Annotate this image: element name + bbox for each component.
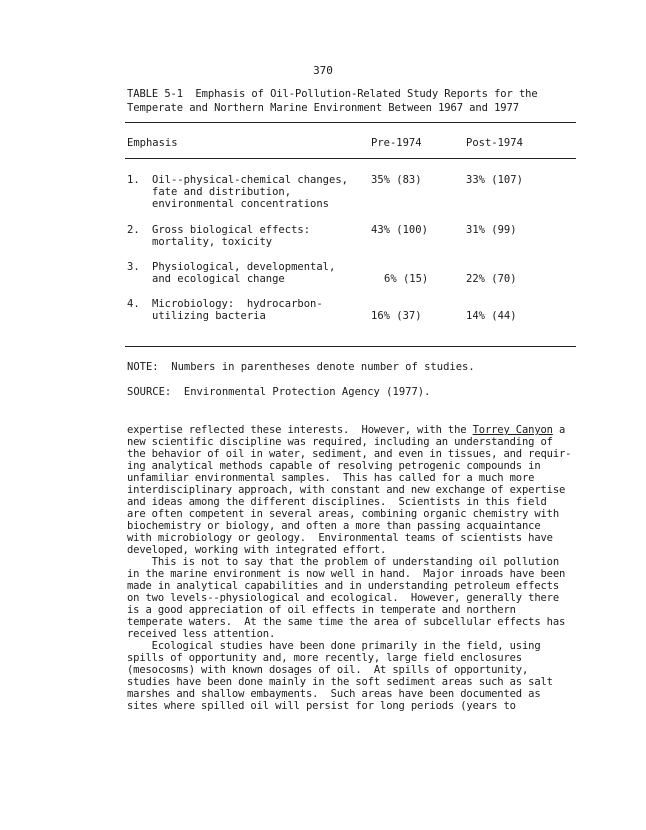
table-source: SOURCE: Environmental Protection Agency (1977).: [127, 386, 431, 398]
table-bottom-rule: [125, 346, 576, 347]
row-4-post-value: 14% (44): [466, 310, 517, 322]
body-line: ing analytical methods capable of resolving petrogenic compounds in: [127, 460, 541, 472]
row-3-text-line: Physiological, developmental,: [152, 261, 336, 273]
table-header-rule: [125, 158, 576, 159]
body-line: the behavior of oil in water, sediment, and even in tissues, and requir-: [127, 448, 572, 460]
row-1-text-line: fate and distribution,: [152, 186, 292, 198]
header-emphasis: Emphasis: [127, 137, 178, 149]
page-number: 370: [313, 64, 333, 77]
body-line: are often competent in several areas, combining organic chemistry with: [127, 508, 560, 520]
row-1-post-value: 33% (107): [466, 174, 523, 186]
body-line: interdisciplinary approach, with constant and new exchange of expertise: [127, 484, 566, 496]
row-4-text-line: utilizing bacteria: [152, 310, 266, 322]
body-line: received less attention.: [127, 628, 276, 640]
body-line: on two levels--physiological and ecological. However, generally there: [127, 592, 560, 604]
header-pre-1974: Pre-1974: [371, 137, 422, 149]
row-3-post-value: 22% (70): [466, 273, 517, 285]
table-note: NOTE: Numbers in parentheses denote number of studies.: [127, 361, 475, 373]
row-2-number: 2.: [127, 224, 140, 236]
header-post-1974: Post-1974: [466, 137, 523, 149]
body-line: This is not to say that the problem of understanding oil pollution: [127, 556, 560, 568]
row-2-text-line: mortality, toxicity: [152, 236, 273, 248]
body-text-fragment: expertise reflected these interests. However, with the: [127, 424, 473, 436]
body-line: developed, working with integrated effort.: [127, 544, 387, 556]
body-line: with microbiology or geology. Environmental teams of scientists have: [127, 532, 553, 544]
table-caption-line-2: Temperate and Northern Marine Environment Between 1967 and 1977: [127, 102, 519, 114]
body-line: marshes and shallow embayments. Such areas have been documented as: [127, 688, 541, 700]
row-3-pre-value: 6% (15): [384, 273, 429, 285]
body-line: made in analytical capabilities and in understanding petroleum effects: [127, 580, 560, 592]
body-line: Ecological studies have been done primarily in the field, using: [127, 640, 541, 652]
row-4-pre-value: 16% (37): [371, 310, 422, 322]
row-3-text-line: and ecological change: [152, 273, 285, 285]
body-line: studies have been done mainly in the soft sediment areas such as salt: [127, 676, 553, 688]
row-3-number: 3.: [127, 261, 140, 273]
body-line: (mesocosms) with known dosages of oil. At spills of opportunity,: [127, 664, 529, 676]
row-2-post-value: 31% (99): [466, 224, 517, 236]
body-line: in the marine environment is now well in hand. Major inroads have been: [127, 568, 566, 580]
body-line: biochemistry or biology, and often a more than passing acquaintance: [127, 520, 541, 532]
row-4-number: 4.: [127, 298, 140, 310]
row-1-text-line: Oil--physical-chemical changes,: [152, 174, 348, 186]
table-caption-line-1: TABLE 5-1 Emphasis of Oil-Pollution-Related Study Reports for the: [127, 88, 538, 100]
body-line: sites where spilled oil will persist for long periods (years to: [127, 700, 516, 712]
row-2-text-line: Gross biological effects:: [152, 224, 311, 236]
table-top-rule: [125, 122, 576, 123]
ship-name-torrey-canyon: Torrey Canyon: [472, 424, 553, 436]
body-line: and ideas among the different disciplines. Scientists in this field: [127, 496, 547, 508]
body-text-fragment: a: [552, 424, 566, 436]
row-1-number: 1.: [127, 174, 140, 186]
body-line: new scientific discipline was required, including an understanding of: [127, 436, 553, 448]
body-line: is a good appreciation of oil effects in temperate and northern: [127, 604, 516, 616]
row-1-pre-value: 35% (83): [371, 174, 422, 186]
row-1-text-line: environmental concentrations: [152, 198, 330, 210]
body-line: [127, 424, 565, 436]
row-4-text-line: Microbiology: hydrocarbon-: [152, 298, 323, 310]
body-line: unfamiliar environmental samples. This has called for a much more: [127, 472, 535, 484]
body-line: spills of opportunity and, more recently, large field enclosures: [127, 652, 522, 664]
body-line: temperate waters. At the same time the area of subcellular effects has: [127, 616, 566, 628]
row-2-pre-value: 43% (100): [371, 224, 428, 236]
